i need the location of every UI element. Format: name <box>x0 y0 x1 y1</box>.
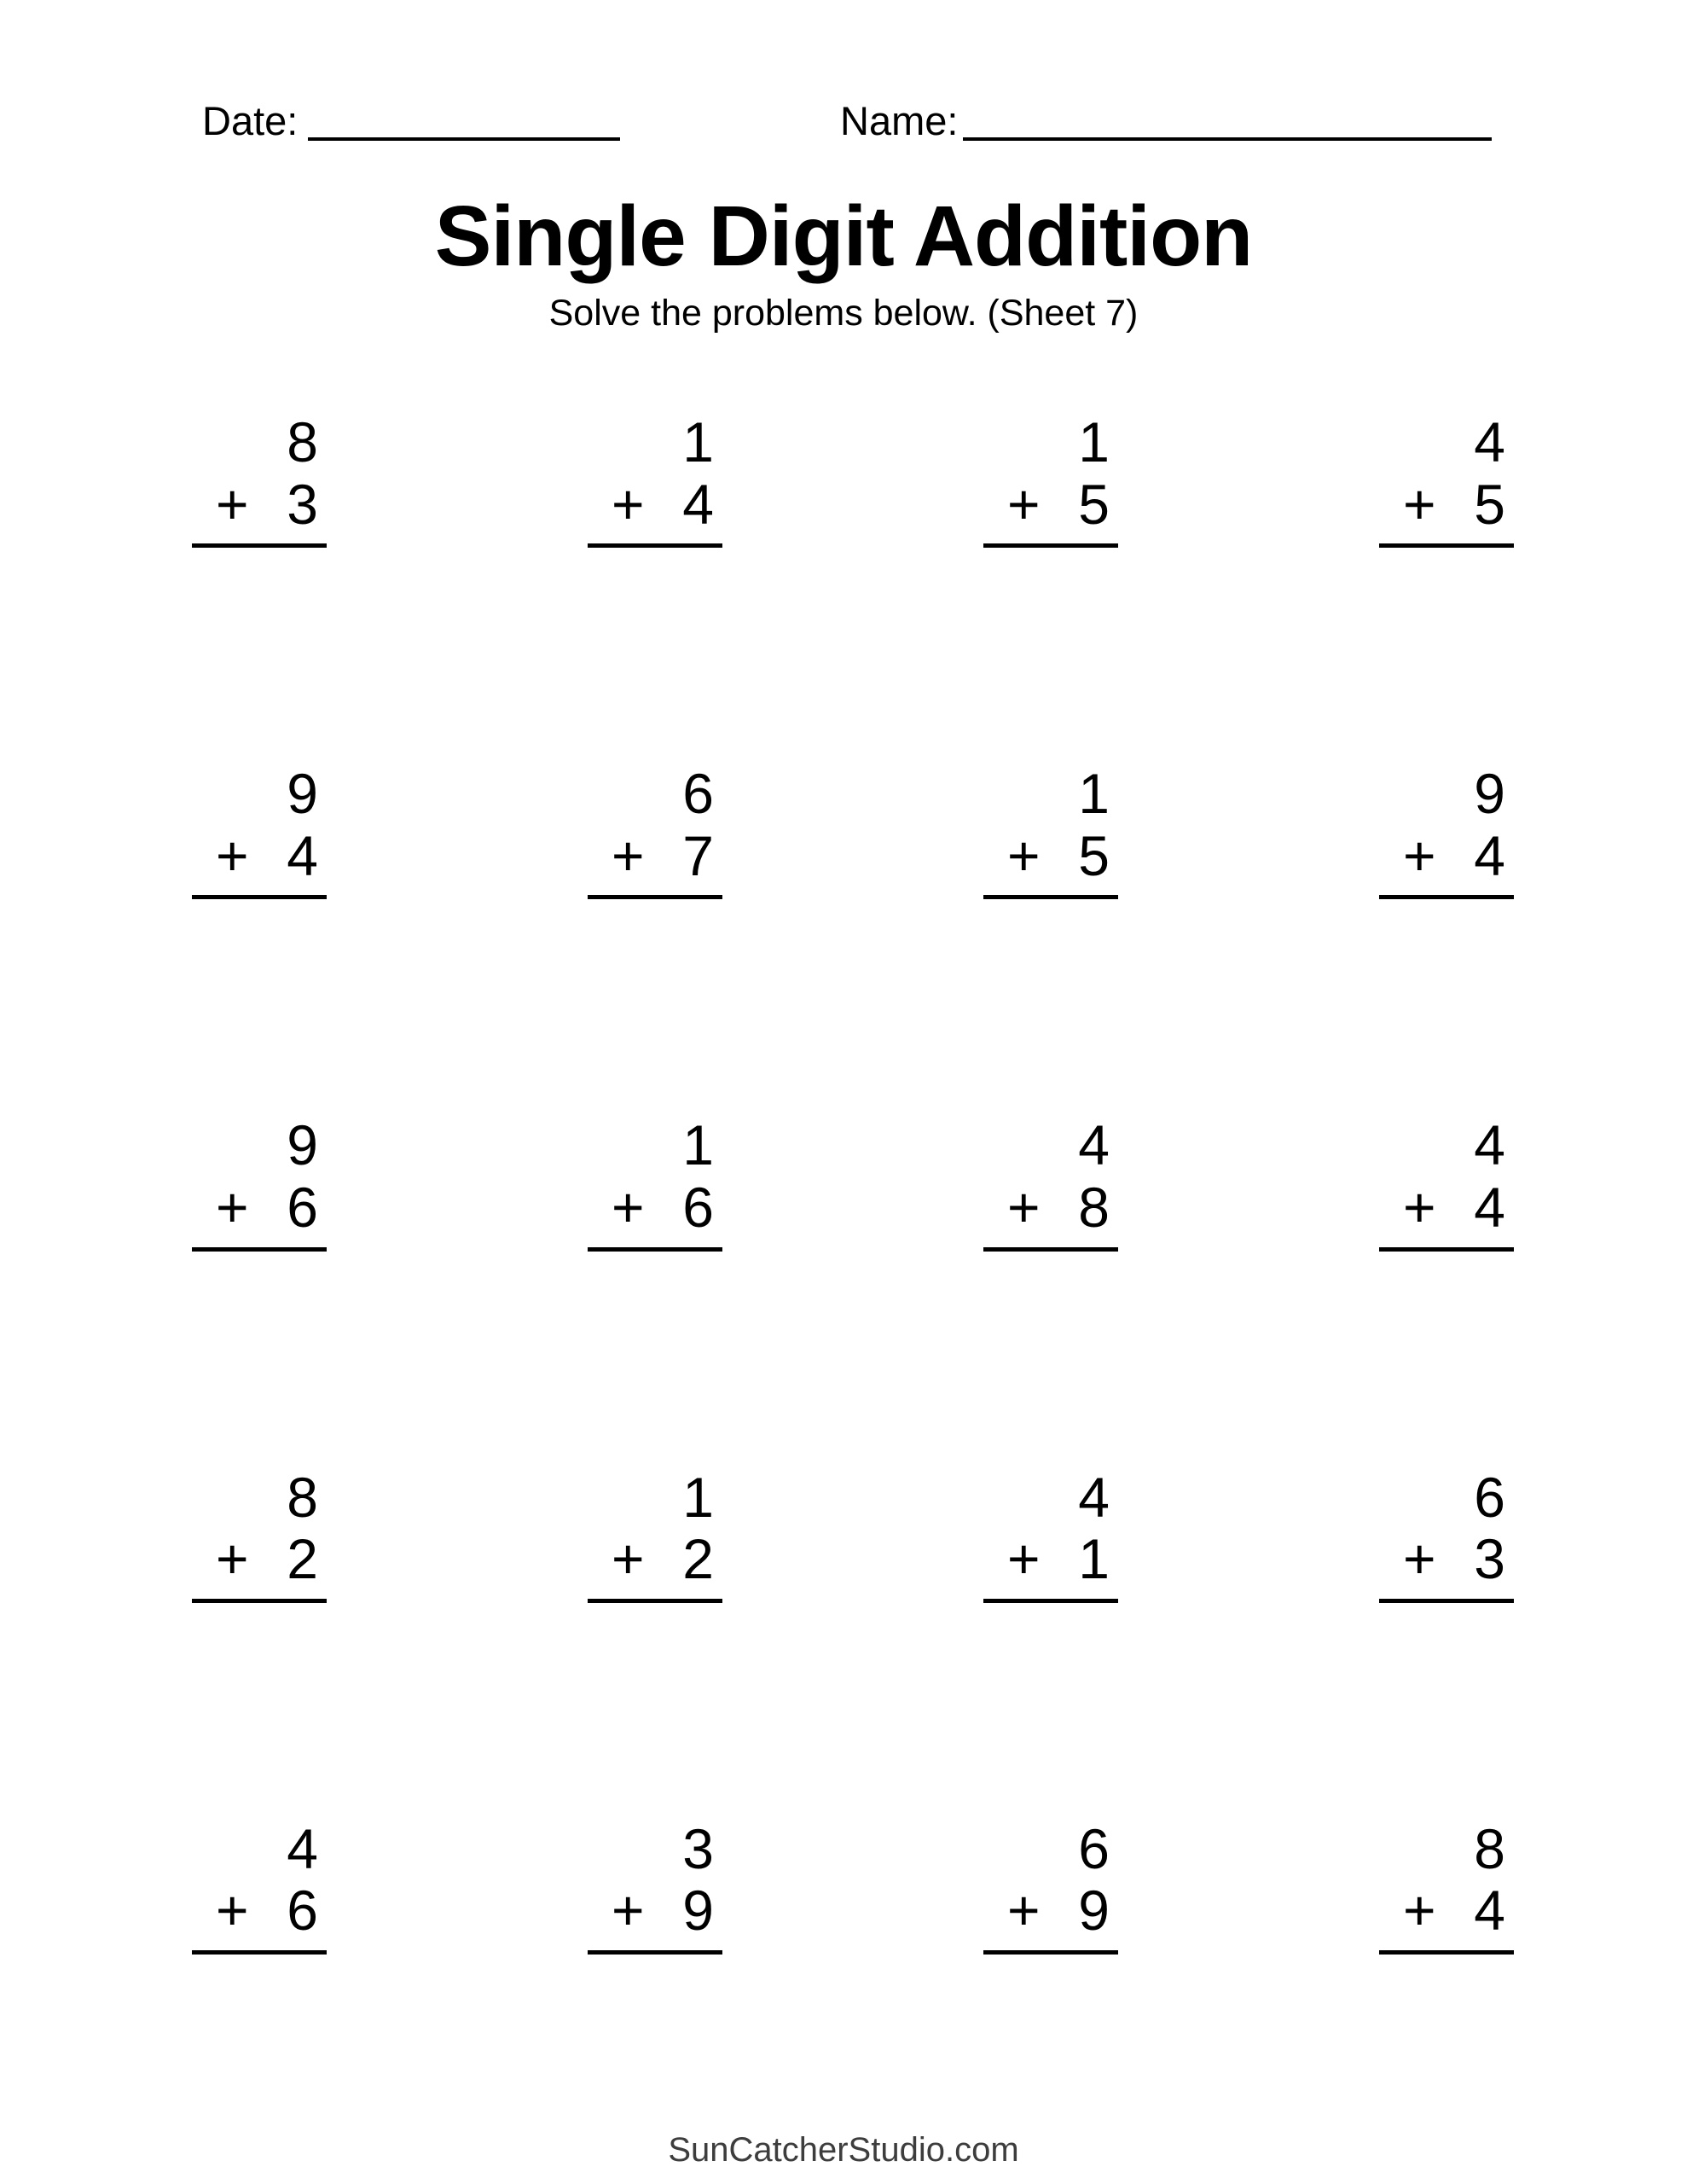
top-addend: 9 <box>287 1113 318 1177</box>
addition-problem <box>983 1818 1118 1955</box>
plus-sign: + <box>1007 1527 1041 1591</box>
bottom-addend: 3 <box>1474 1527 1505 1591</box>
top-addend: 9 <box>287 762 318 826</box>
addition-problem <box>1379 763 1514 899</box>
plus-sign: + <box>612 472 645 536</box>
answer-line[interactable] <box>588 1950 722 1955</box>
answer-line[interactable] <box>983 543 1118 548</box>
addition-problem <box>588 763 722 899</box>
top-addend: 6 <box>1474 1465 1505 1529</box>
bottom-addend: 1 <box>1078 1527 1110 1591</box>
plus-sign: + <box>1403 1879 1436 1943</box>
bottom-addend: 3 <box>287 472 318 536</box>
bottom-addend-row <box>192 1176 327 1239</box>
bottom-addend: 4 <box>1474 1879 1505 1943</box>
answer-line[interactable] <box>588 543 722 548</box>
addition-problem <box>983 411 1118 548</box>
bottom-addend-row <box>588 1176 722 1239</box>
footer-website: SunCatcherStudio.com <box>668 2131 1019 2169</box>
top-addend: 6 <box>1078 1816 1110 1880</box>
bottom-addend: 2 <box>287 1527 318 1591</box>
plus-sign: + <box>216 472 249 536</box>
bottom-addend-row <box>192 473 327 536</box>
addition-problem <box>1379 411 1514 548</box>
plus-sign: + <box>612 1175 645 1239</box>
answer-line[interactable] <box>192 1247 327 1252</box>
plus-sign: + <box>1403 472 1436 536</box>
addition-problem <box>588 1818 722 1955</box>
plus-sign: + <box>216 1175 249 1239</box>
plus-sign: + <box>612 823 645 887</box>
plus-sign: + <box>612 1879 645 1943</box>
plus-sign: + <box>1007 472 1041 536</box>
addition-problem <box>588 411 722 548</box>
name-label: Name: <box>840 98 959 143</box>
top-addend: 1 <box>1078 762 1110 826</box>
bottom-addend: 5 <box>1078 472 1110 536</box>
plus-sign: + <box>612 1527 645 1591</box>
bottom-addend: 6 <box>682 1175 714 1239</box>
addition-problem <box>983 1467 1118 1603</box>
answer-line[interactable] <box>1379 1950 1514 1955</box>
top-addend: 3 <box>682 1816 714 1880</box>
bottom-addend-row <box>1379 1879 1514 1942</box>
answer-line[interactable] <box>192 1950 327 1955</box>
bottom-addend-row <box>983 1879 1118 1942</box>
footer <box>0 2131 1687 2169</box>
answer-line[interactable] <box>192 1599 327 1603</box>
addition-problem <box>1379 1818 1514 1955</box>
plus-sign: + <box>216 1879 249 1943</box>
bottom-addend-row <box>1379 1176 1514 1239</box>
plus-sign: + <box>1007 1879 1041 1943</box>
addition-problem <box>192 1467 327 1603</box>
answer-line[interactable] <box>588 895 722 899</box>
plus-sign: + <box>1403 1175 1436 1239</box>
name-field <box>840 98 1492 143</box>
bottom-addend: 4 <box>682 472 714 536</box>
bottom-addend-row <box>588 1879 722 1942</box>
top-addend: 8 <box>287 410 318 473</box>
answer-line[interactable] <box>983 1599 1118 1603</box>
top-addend: 1 <box>682 410 714 473</box>
answer-line[interactable] <box>588 1599 722 1603</box>
top-addend: 8 <box>287 1465 318 1529</box>
bottom-addend-row <box>1379 473 1514 536</box>
addition-problem <box>192 411 327 548</box>
addition-problem <box>983 1114 1118 1251</box>
top-addend: 4 <box>1078 1465 1110 1529</box>
top-addend: 1 <box>682 1465 714 1529</box>
answer-line[interactable] <box>588 1247 722 1252</box>
answer-line[interactable] <box>1379 895 1514 899</box>
addition-problem <box>192 1114 327 1251</box>
bottom-addend-row <box>983 473 1118 536</box>
addition-problem <box>192 1818 327 1955</box>
top-addend: 9 <box>1474 762 1505 826</box>
bottom-addend: 9 <box>682 1879 714 1943</box>
page-subtitle: Solve the problems below. (Sheet 7) <box>548 293 1139 334</box>
bottom-addend-row <box>983 1176 1118 1239</box>
top-addend: 4 <box>1474 410 1505 473</box>
bottom-addend-row <box>588 473 722 536</box>
top-addend: 6 <box>682 762 714 826</box>
addition-problem <box>983 763 1118 899</box>
addition-problem <box>1379 1114 1514 1251</box>
plus-sign: + <box>216 1527 249 1591</box>
answer-line[interactable] <box>1379 1247 1514 1252</box>
top-addend: 4 <box>1474 1113 1505 1177</box>
answer-line[interactable] <box>983 1950 1118 1955</box>
top-addend: 8 <box>1474 1816 1505 1880</box>
bottom-addend-row <box>192 1528 327 1590</box>
name-input-line[interactable] <box>963 103 1492 141</box>
bottom-addend-row <box>1379 1528 1514 1590</box>
plus-sign: + <box>1403 823 1436 887</box>
bottom-addend: 6 <box>287 1175 318 1239</box>
top-addend: 1 <box>682 1113 714 1177</box>
addition-problem <box>588 1114 722 1251</box>
problems-grid <box>192 411 1514 1955</box>
bottom-addend-row <box>983 825 1118 887</box>
bottom-addend-row <box>192 825 327 887</box>
bottom-addend-row <box>983 1528 1118 1590</box>
answer-line[interactable] <box>1379 1599 1514 1603</box>
bottom-addend: 5 <box>1474 472 1505 536</box>
bottom-addend: 9 <box>1078 1879 1110 1943</box>
bottom-addend: 2 <box>682 1527 714 1591</box>
bottom-addend-row <box>192 1879 327 1942</box>
bottom-addend-row <box>588 1528 722 1590</box>
top-addend: 1 <box>1078 410 1110 473</box>
page-title: Single Digit Addition <box>434 189 1253 284</box>
addition-problem <box>192 763 327 899</box>
date-input-line[interactable] <box>308 103 620 141</box>
date-label: Date: <box>202 98 299 143</box>
answer-line[interactable] <box>192 543 327 548</box>
bottom-addend: 7 <box>682 823 714 887</box>
bottom-addend: 4 <box>1474 823 1505 887</box>
addition-problem <box>1379 1467 1514 1603</box>
plus-sign: + <box>1007 823 1041 887</box>
answer-line[interactable] <box>1379 543 1514 548</box>
plus-sign: + <box>1007 1175 1041 1239</box>
answer-line[interactable] <box>983 895 1118 899</box>
bottom-addend: 4 <box>1474 1175 1505 1239</box>
bottom-addend-row <box>1379 825 1514 887</box>
bottom-addend-row <box>588 825 722 887</box>
plus-sign: + <box>216 823 249 887</box>
top-addend: 4 <box>287 1816 318 1880</box>
bottom-addend: 4 <box>287 823 318 887</box>
top-addend: 4 <box>1078 1113 1110 1177</box>
date-field <box>202 98 620 143</box>
bottom-addend: 8 <box>1078 1175 1110 1239</box>
plus-sign: + <box>1403 1527 1436 1591</box>
bottom-addend: 5 <box>1078 823 1110 887</box>
addition-problem <box>588 1467 722 1603</box>
bottom-addend: 6 <box>287 1879 318 1943</box>
answer-line[interactable] <box>983 1247 1118 1252</box>
answer-line[interactable] <box>192 895 327 899</box>
